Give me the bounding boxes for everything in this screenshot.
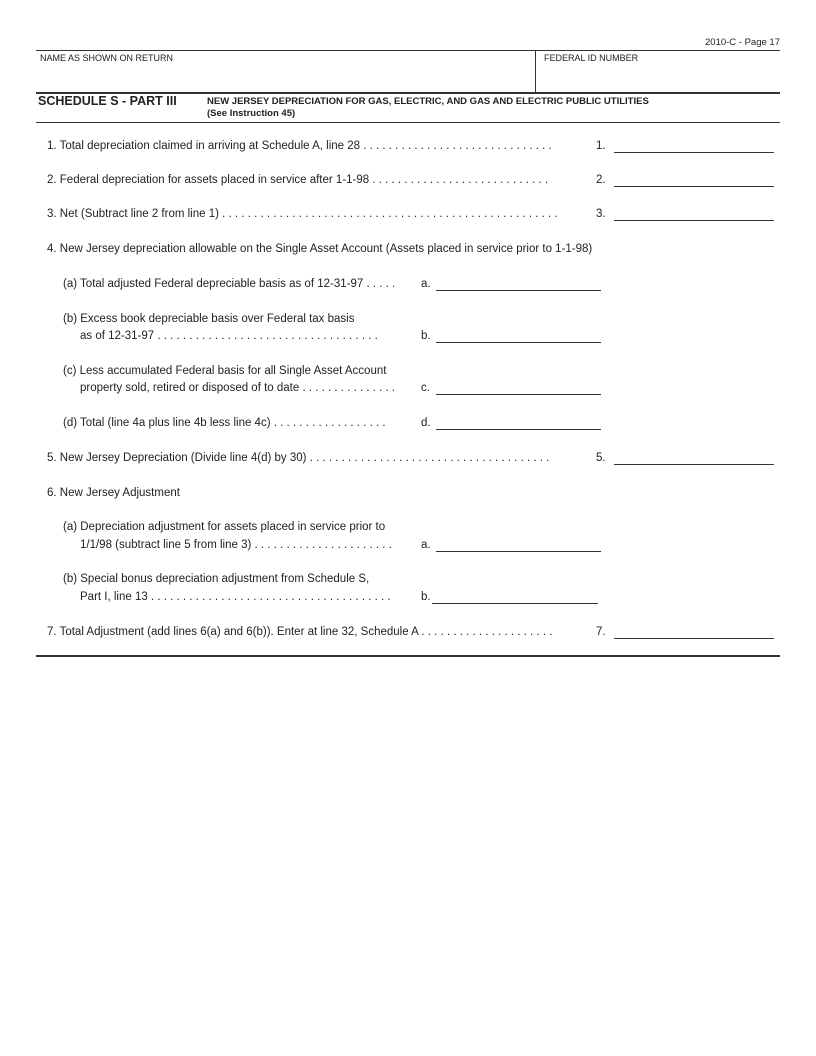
- federal-id-field[interactable]: [540, 56, 778, 90]
- line-1-label: 1. Total depreciation claimed in arriving at Schedule A, line 28 . . . . . . . . . . . . . . . . . . . . . . . . . . . . . .: [47, 140, 552, 152]
- schedule-description-line1: NEW JERSEY DEPRECIATION FOR GAS, ELECTRIC, AND GAS AND ELECTRIC PUBLIC UTILITIES: [207, 96, 649, 107]
- line-6a-label-2: 1/1/98 (subtract line 5 from line 3) . . . . . . . . . . . . . . . . . . . . . .: [80, 539, 392, 551]
- line-4b-label-2: as of 12-31-97 . . . . . . . . . . . . . . . . . . . . . . . . . . . . . . . . . . .: [80, 330, 378, 342]
- schedule-description: [207, 96, 649, 120]
- line-4b-label-1: (b) Excess book depreciable basis over Federal tax basis: [63, 313, 355, 325]
- federal-id-label: FEDERAL ID NUMBER: [544, 53, 639, 63]
- line-6b-label-1: (b) Special bonus depreciation adjustment from Schedule S,: [63, 573, 370, 585]
- line-6b-field[interactable]: [432, 591, 598, 604]
- header-top-rule: [36, 50, 780, 51]
- line-4c-field[interactable]: [436, 382, 601, 395]
- line-5-label: 5. New Jersey Depreciation (Divide line 4(d) by 30) . . . . . . . . . . . . . . . . . . . . . . . . . . . . . . . . . . . . . .: [47, 452, 550, 464]
- line-4-label: 4. New Jersey depreciation allowable on the Single Asset Account (Assets placed in service prior to 1-1-98): [47, 243, 593, 255]
- line-3-field[interactable]: [614, 208, 774, 221]
- line-4a-label: (a) Total adjusted Federal depreciable basis as of 12-31-97 . . . . .: [63, 278, 396, 290]
- line-5-number: 5.: [596, 452, 606, 464]
- line-6a-field[interactable]: [436, 539, 601, 552]
- line-4d-letter: d.: [421, 417, 431, 429]
- line-2-number: 2.: [596, 174, 606, 186]
- line-4b-letter: b.: [421, 330, 431, 342]
- line-7-field[interactable]: [614, 626, 774, 639]
- line-1-number: 1.: [596, 140, 606, 152]
- line-7-label: 7. Total Adjustment (add lines 6(a) and 6(b)). Enter at line 32, Schedule A . . . . . . . . . . . . . . . . . . . . .: [47, 626, 553, 638]
- line-1-field[interactable]: [614, 140, 774, 153]
- line-6b-label-2: Part I, line 13 . . . . . . . . . . . . . . . . . . . . . . . . . . . . . . . . . . . . . .: [80, 591, 391, 603]
- line-3-number: 3.: [596, 208, 606, 220]
- section-rule: [36, 122, 780, 123]
- name-field[interactable]: [38, 56, 533, 90]
- schedule-title: SCHEDULE S - PART III: [38, 94, 177, 108]
- line-6-label: 6. New Jersey Adjustment: [47, 487, 180, 499]
- line-2-label: 2. Federal depreciation for assets placed in service after 1-1-98 . . . . . . . . . . . . . . . . . . . . . . . . . . . .: [47, 174, 549, 186]
- line-5-field[interactable]: [614, 452, 774, 465]
- line-4b-field[interactable]: [436, 330, 601, 343]
- line-6b-letter: b.: [421, 591, 431, 603]
- line-4c-label-2: property sold, retired or disposed of to date . . . . . . . . . . . . . . .: [80, 382, 396, 394]
- line-4d-label: (d) Total (line 4a plus line 4b less line 4c) . . . . . . . . . . . . . . . . . .: [63, 417, 386, 429]
- line-4a-field[interactable]: [436, 278, 601, 291]
- line-4a-letter: a.: [421, 278, 431, 290]
- line-7-number: 7.: [596, 626, 606, 638]
- name-label: NAME AS SHOWN ON RETURN: [40, 53, 174, 63]
- line-4c-label-1: (c) Less accumulated Federal basis for all Single Asset Account: [63, 365, 387, 377]
- line-4c-letter: c.: [421, 382, 430, 394]
- line-3-label: 3. Net (Subtract line 2 from line 1) . . . . . . . . . . . . . . . . . . . . . . . . . . . . . . . . . . . . . . . . . . . . . . . . . . . . .: [47, 208, 558, 220]
- schedule-description-line2: (See Instruction 45): [207, 108, 296, 119]
- line-6a-letter: a.: [421, 539, 431, 551]
- bottom-rule: [36, 655, 780, 657]
- line-6a-label-1: (a) Depreciation adjustment for assets placed in service prior to: [63, 521, 386, 533]
- line-2-field[interactable]: [614, 174, 774, 187]
- page-label: 2010-C - Page 17: [705, 37, 780, 48]
- line-4d-field[interactable]: [436, 417, 601, 430]
- header-divider: [535, 50, 536, 92]
